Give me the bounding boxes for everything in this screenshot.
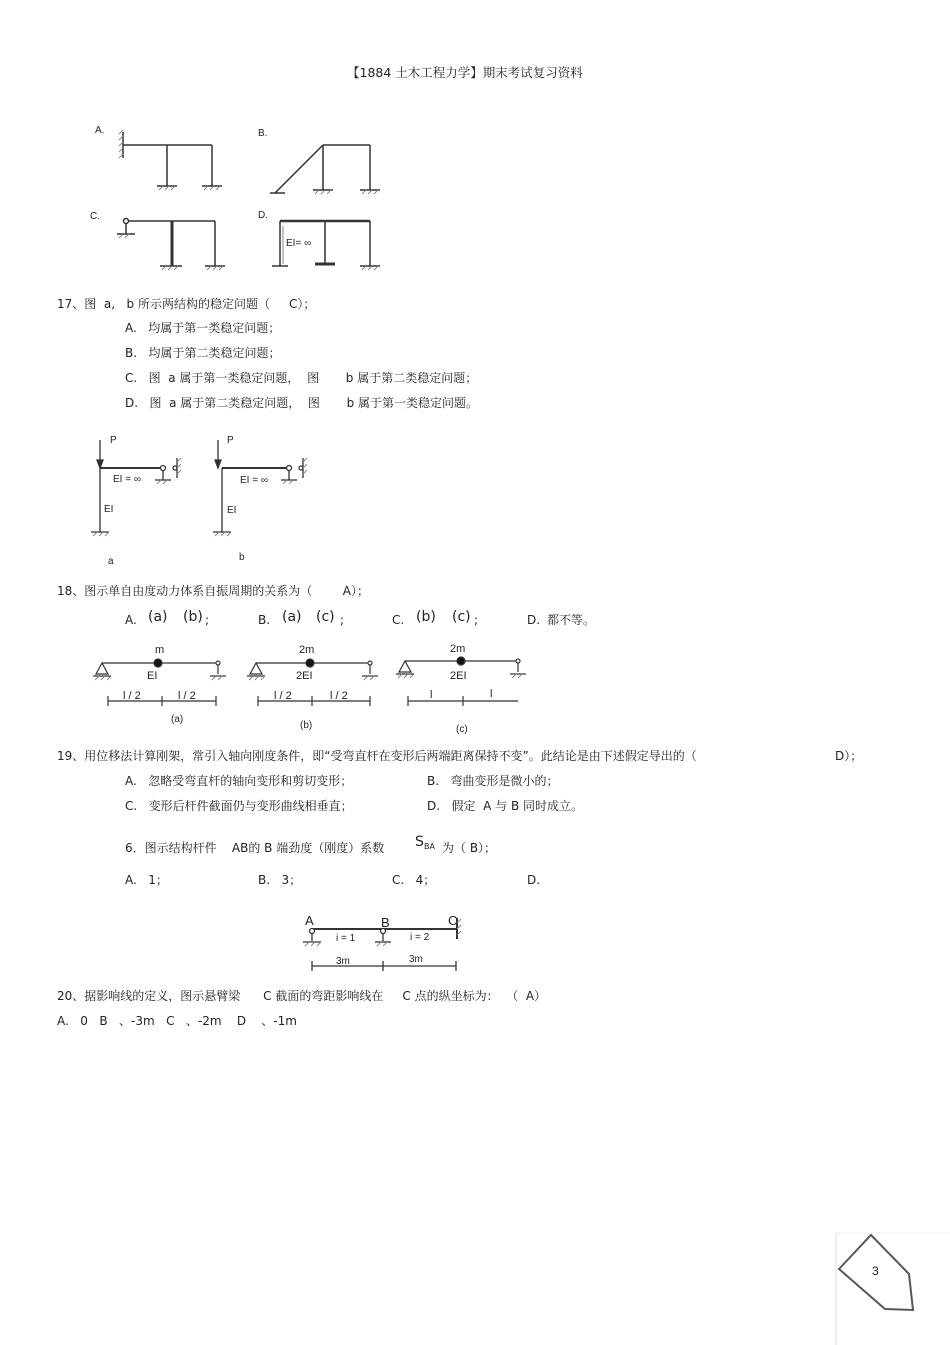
q17-load-p-b: P (227, 435, 234, 446)
q17-stem: 17、图 a, b 所示两结构的稳定问题（ C）； (57, 297, 316, 311)
q18-c-mass: 2m (450, 643, 466, 655)
q6-dim-1: 3m (336, 956, 350, 967)
q18-option-a-x: (a) (148, 609, 168, 625)
q18-c-seg1: l (430, 689, 433, 701)
q6-beam-figure (298, 910, 473, 975)
q16-ei-label: EI= ∞ (286, 238, 312, 249)
q17-caption-a: a (108, 556, 114, 567)
q6-stem-pre: 6．图示结构杆件 AB的 B 端劲度（刚度）系数 (125, 841, 385, 855)
q17-option-b: B. 均属于第二类稳定问题； (125, 346, 281, 360)
q20-options: A. 0 B 、-3m C 、-2m D 、-1m (57, 1014, 297, 1028)
q18-a-caption: (a) (171, 714, 184, 725)
q17-load-p-a: P (110, 435, 117, 446)
q6-option-c: C. 4； (392, 873, 436, 887)
page-number-badge (835, 1232, 950, 1345)
q18-option-b-y: (c) (316, 609, 335, 625)
q6-dim-2: 3m (409, 954, 423, 965)
q6-option-a: A. 1； (125, 873, 168, 887)
q17-ei-b: EI (227, 505, 237, 516)
q16-label-a: A. (95, 125, 105, 136)
q19-answer: D）； (835, 749, 863, 763)
q17-ei-inf-a: EI = ∞ (113, 474, 141, 485)
q16-frames-figure (85, 118, 405, 278)
q18-option-d-letter: D. (527, 613, 541, 627)
q16-label-d: D. (258, 210, 268, 221)
q6-label-c: C (448, 913, 458, 928)
q6-label-b: B (381, 915, 390, 930)
q6-label-a: A (305, 913, 314, 928)
q17-option-c: C. 图 a 属于第一类稳定问题， 图 b 属于第二类稳定问题； (125, 371, 478, 385)
q6-symbol-s: S (415, 834, 424, 850)
q19-option-b: B. 弯曲变形是微小的； (427, 774, 559, 788)
q6-stiffness-1: i = 1 (336, 933, 356, 944)
q18-b-ei: 2EI (296, 670, 313, 682)
q19-option-d: D. 假定 A 与 B 同时成立。 (427, 799, 584, 813)
q18-option-a-end: ; (205, 613, 210, 627)
q18-option-a-y: (b) (183, 609, 203, 625)
q18-option-a-letter: A. (125, 613, 137, 627)
q18-option-c-end: ; (474, 613, 479, 627)
q6-option-b: B. 3； (258, 873, 302, 887)
page-number: 3 (872, 1264, 879, 1278)
q18-option-b-end: ; (340, 613, 345, 627)
q18-a-mass: m (155, 644, 165, 656)
q6-stiffness-2: i = 2 (410, 932, 430, 943)
q6-option-d: D. (527, 873, 541, 887)
q18-a-seg2: l / 2 (178, 690, 196, 702)
q18-beam-figure (90, 640, 540, 740)
q17-ei-a: EI (104, 504, 114, 515)
q18-option-c-x: (b) (416, 609, 436, 625)
q18-option-b-x: (a) (282, 609, 302, 625)
q17-ei-inf-b: EI = ∞ (240, 475, 268, 486)
q18-option-b-letter: B. (258, 613, 271, 627)
q18-stem: 18、图示单自由度动力体系自振周期的关系为（ A）； (57, 584, 369, 598)
q18-b-seg1: l / 2 (274, 690, 292, 702)
q20-stem: 20、据影响线的定义，图示悬臂梁 C 截面的弯距影响线在 C 点的纵坐标为： （ A） (57, 989, 547, 1003)
page-title: 【1884 土木工程力学】期末考试复习资料 (347, 65, 583, 80)
q6-stem-post: 为（ B）； (442, 841, 497, 855)
q18-b-mass: 2m (299, 644, 315, 656)
q18-a-ei: EI (147, 670, 158, 682)
q18-a-seg1: l / 2 (123, 690, 141, 702)
q17-stability-figure (85, 428, 325, 573)
q18-b-caption: (b) (300, 720, 313, 731)
q6-symbol-sub: BA (424, 842, 435, 851)
q16-label-c: C. (90, 211, 100, 222)
q18-option-c-y: (c) (452, 609, 471, 625)
q18-b-seg2: l / 2 (330, 690, 348, 702)
q18-c-caption: (c) (456, 724, 468, 735)
q18-option-c-letter: C. (392, 613, 405, 627)
q17-caption-b: b (239, 552, 245, 563)
q16-label-b: B. (258, 128, 268, 139)
q19-option-a: A. 忽略受弯直杆的轴向变形和剪切变形； (125, 774, 353, 788)
q17-option-a: A. 均属于第一类稳定问题； (125, 321, 281, 335)
q17-option-d: D. 图 a 属于第二类稳定问题， 图 b 属于第一类稳定问题。 (125, 396, 479, 410)
q19-stem: 19、用位移法计算刚架，常引入轴向刚度条件，即“受弯直杆在变形后两端距离保持不变”。此结论是由下述假定导出的（ (57, 749, 697, 763)
q18-c-ei: 2EI (450, 670, 467, 682)
q19-option-c: C. 变形后杆件截面仍与变形曲线相垂直； (125, 799, 353, 813)
q18-option-d-text: 都不等。 (547, 613, 596, 627)
q18-c-seg2: l (490, 688, 493, 700)
